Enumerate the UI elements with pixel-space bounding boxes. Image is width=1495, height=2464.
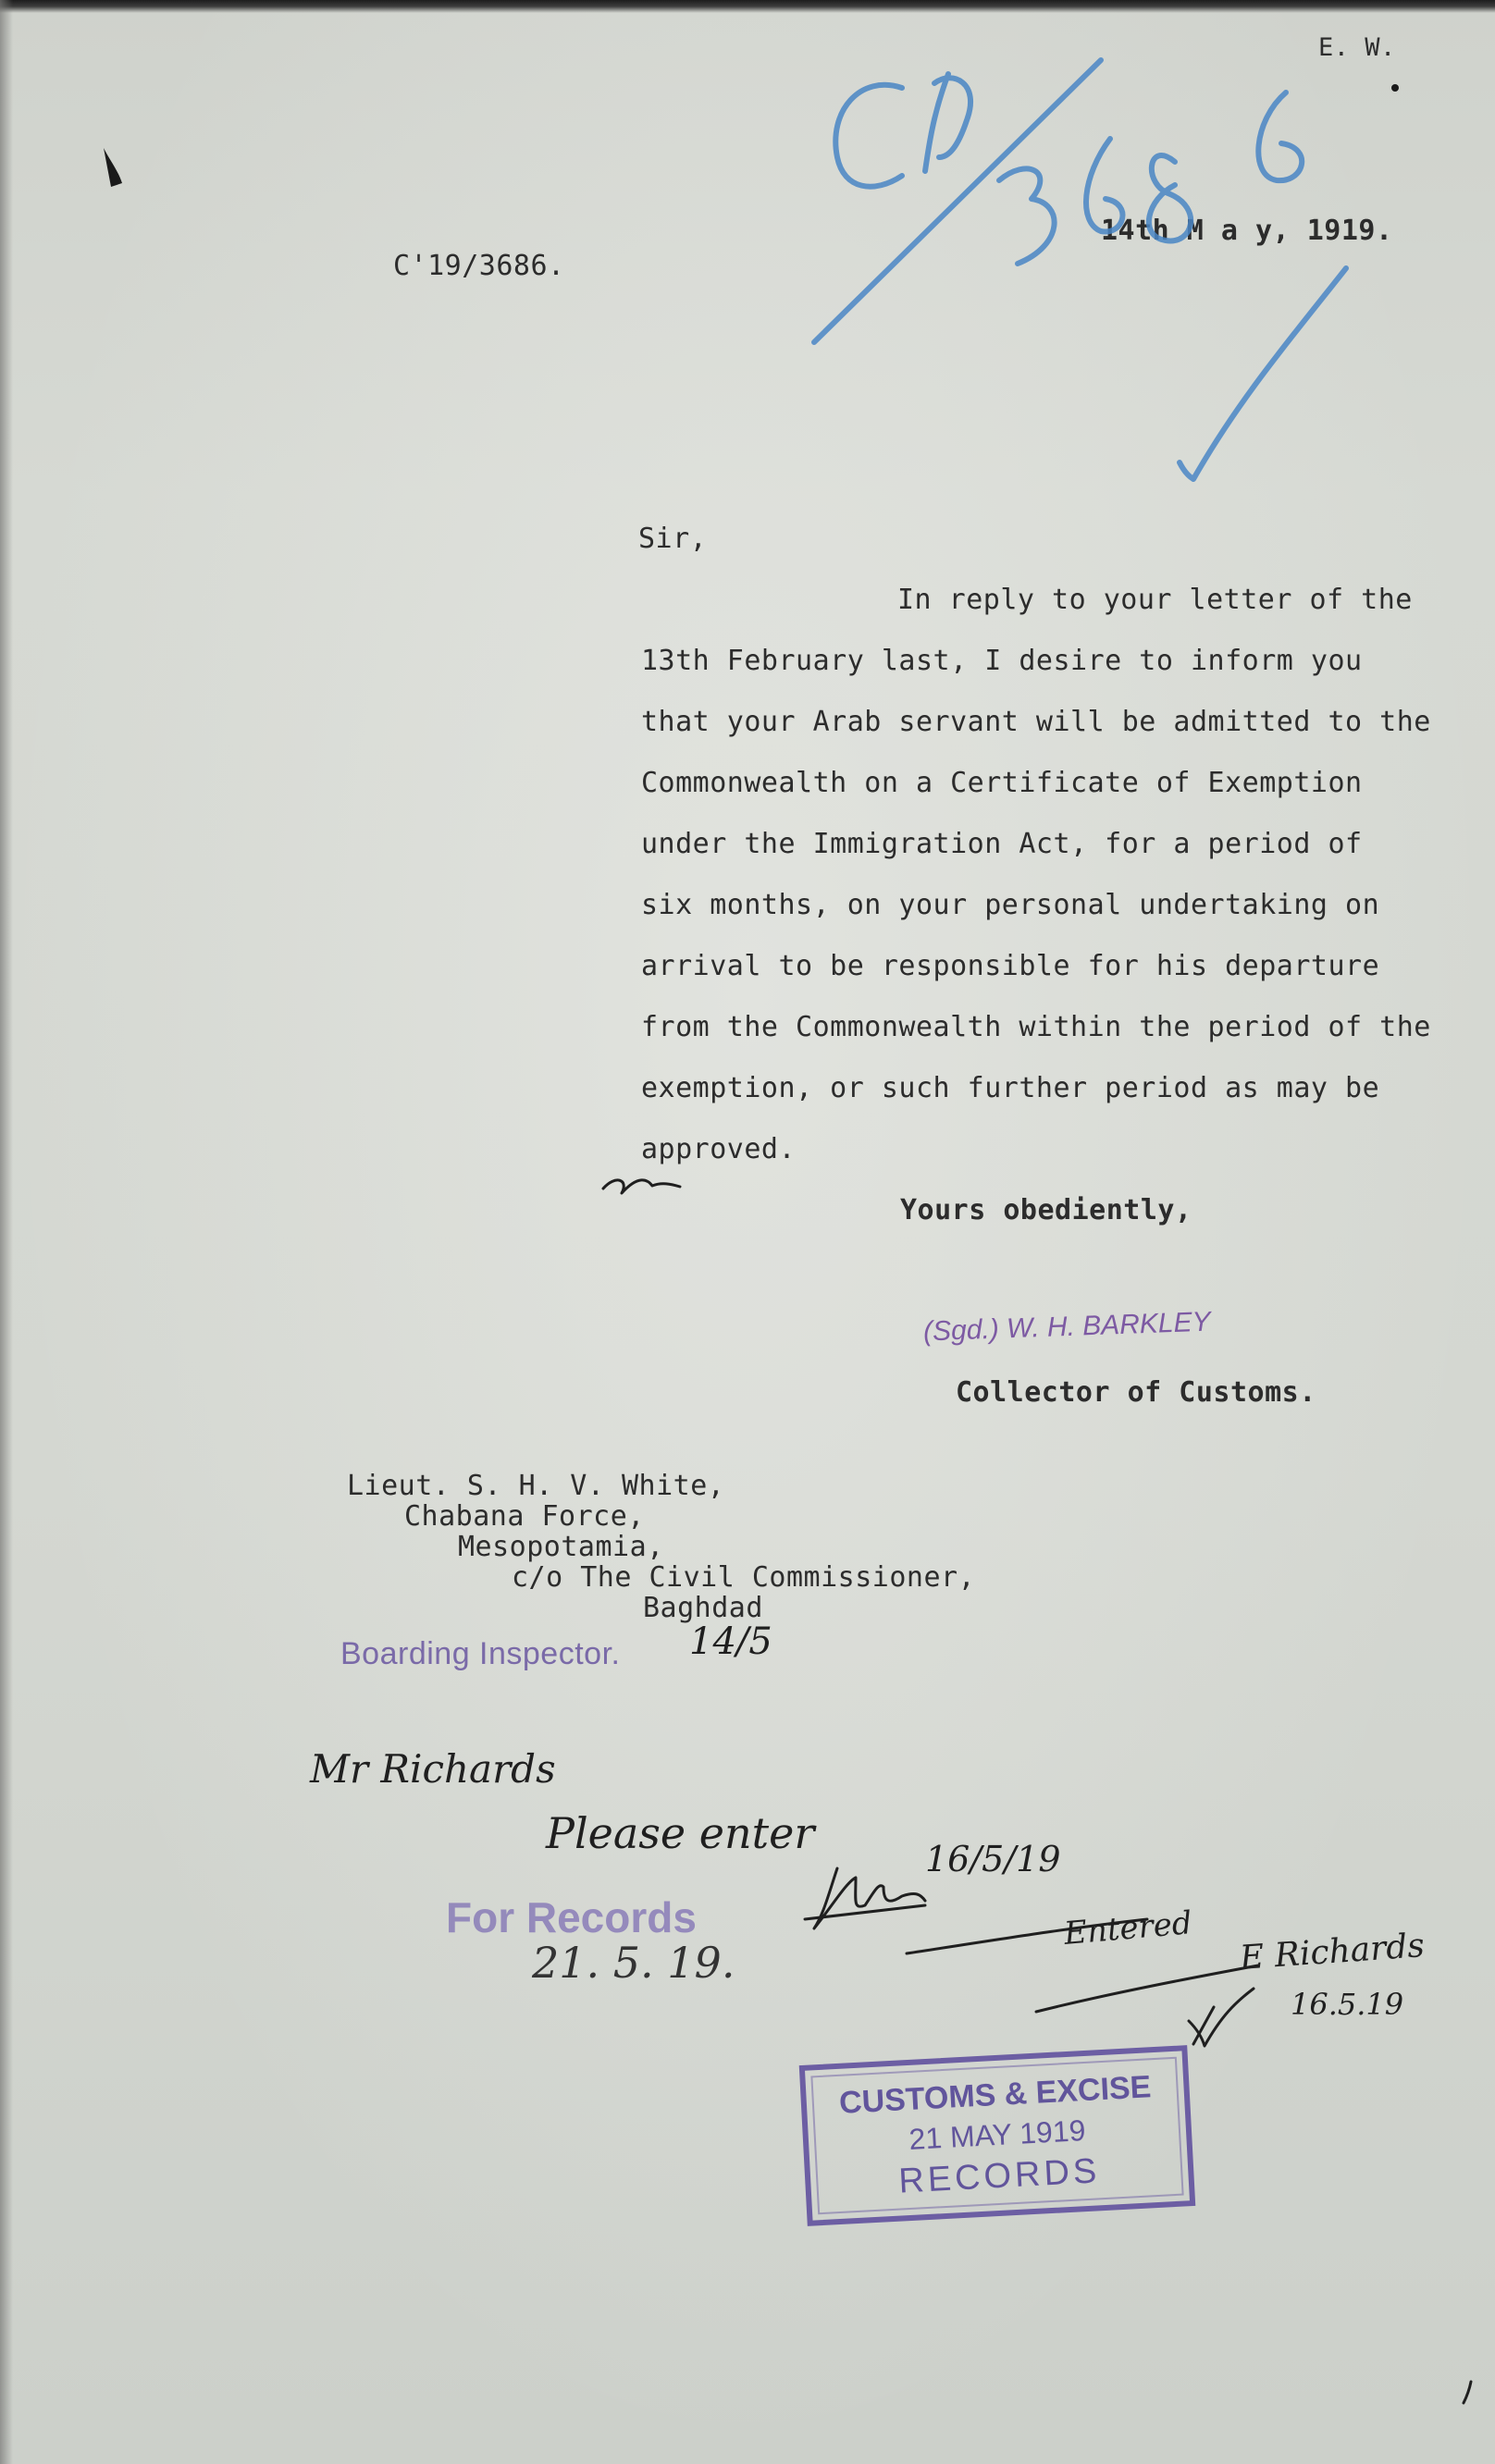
signatory-title: Collector of Customs. (956, 1376, 1316, 1409)
handwritten-instruction: Please enter (546, 1808, 815, 1858)
boarding-inspector-stamp: Boarding Inspector. (340, 1636, 621, 1671)
header-initials: E. W. (1318, 33, 1396, 62)
address-line: Chabana Force, (404, 1500, 645, 1533)
file-reference: C'19/3686. (393, 250, 565, 282)
address-line: Baghdad (643, 1592, 763, 1624)
records-stamp-line-2: 21 MAY 1919 (908, 2113, 1087, 2156)
address-line: Lieut. S. H. V. White, (347, 1470, 725, 1502)
closing: Yours obediently, (900, 1194, 1192, 1226)
records-date-handwritten: 21. 5. 19. (532, 1938, 735, 1988)
address-line: Mesopotamia, (458, 1531, 664, 1563)
customs-excise-records-stamp (799, 2045, 1196, 2226)
for-records-stamp: For Records (446, 1893, 697, 1941)
body-line: 13th February last, I desire to inform you (641, 645, 1363, 677)
entered-date: 16.5.19 (1291, 1987, 1404, 2022)
body-line: under the Immigration Act, for a period of (641, 828, 1363, 860)
body-line: from the Commonwealth within the period of the (641, 1011, 1431, 1043)
entered-by: E Richards (1238, 1927, 1427, 1977)
signature-stamp: (Sgd.) W. H. BARKLEY (922, 1306, 1212, 1348)
body-line: arrival to be responsible for his departure (641, 950, 1380, 982)
body-line: exemption, or such further period as may be (641, 1072, 1380, 1104)
body-line: In reply to your letter of the (897, 584, 1413, 616)
body-line: that your Arab servant will be admitted to the (641, 706, 1431, 738)
body-line: approved. (641, 1133, 797, 1165)
handwritten-addressee: Mr Richards (310, 1746, 556, 1792)
body-line: six months, on your personal undertaking on (641, 889, 1380, 921)
boarding-date-handwritten: 14/5 (689, 1620, 772, 1663)
entered-note: Entered (1062, 1904, 1194, 1953)
address-line: c/o The Civil Commissioner, (512, 1561, 976, 1594)
letter-date: 14th M a y, 1919. (1101, 215, 1393, 247)
records-stamp-line-3: RECORDS (897, 2151, 1102, 2201)
body-line: Commonwealth on a Certificate of Exemption (641, 767, 1363, 799)
records-stamp-line-1: CUSTOMS & EXCISE (838, 2069, 1153, 2121)
salutation: Sir, (638, 523, 708, 555)
initials-date: 16/5/19 (925, 1839, 1061, 1879)
